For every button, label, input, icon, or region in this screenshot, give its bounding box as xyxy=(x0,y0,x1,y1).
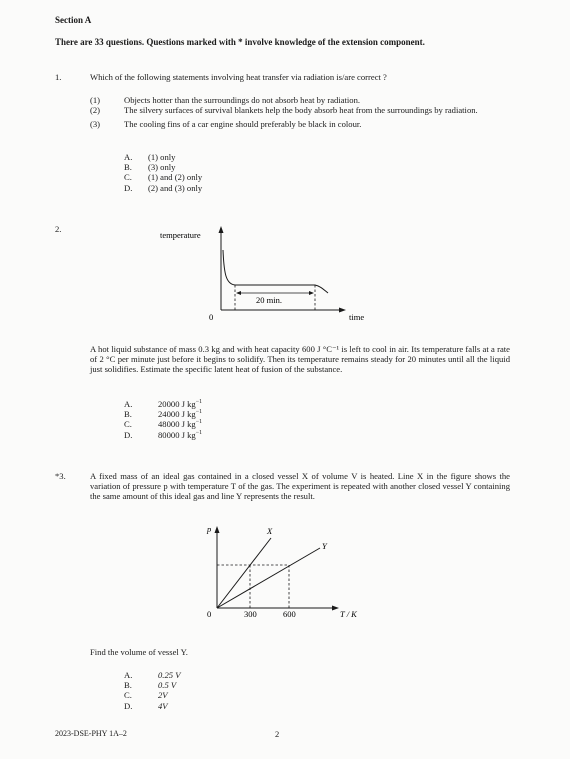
interval-label: 20 min. xyxy=(256,295,282,305)
q1-option-d[interactable] xyxy=(124,183,202,193)
q2-option-d[interactable] xyxy=(124,430,202,440)
q3-number: *3. xyxy=(55,471,66,481)
option-text: (1) and (2) only xyxy=(148,172,203,183)
option-label: A. xyxy=(124,670,133,680)
option-text: (1) only xyxy=(148,152,176,162)
q2-option-c[interactable] xyxy=(124,419,202,429)
statement-text: The silvery surfaces of survival blankets help the body absorb heat from the surroundings by radiation. xyxy=(124,105,478,116)
option-label: B. xyxy=(124,680,132,691)
option-text: 2V xyxy=(158,690,168,701)
q2-stem: A hot liquid substance of mass 0.3 kg and with heat capacity 600 J °C⁻¹ is left to cool in air. Its temperature falls at a rate of 2 °C per minute just before it begins to solidify. Then its temperature remains steady for 20 minutes until all the liquid just solidifies. Estimate the specific latent heat of fusion of the substance. xyxy=(90,344,510,375)
q1-statement-1 xyxy=(90,95,515,105)
q3-stem: A fixed mass of an ideal gas contained in a closed vessel X of volume V is heated. Line X in the figure shows the variation of pressure p with temperature T of the gas. The experiment is repeated with another closed vessel Y containing the same amount of this ideal gas and line Y represents the result. xyxy=(90,471,510,502)
statement-text: The cooling fins of a car engine should preferably be black in colour. xyxy=(124,119,362,130)
paper-code: 2023-DSE-PHY 1A–2 xyxy=(55,729,127,738)
x-axis-label: time xyxy=(349,312,365,322)
option-label: A. xyxy=(124,152,133,162)
y-axis-arrow xyxy=(215,526,220,533)
interval-arrow-left xyxy=(236,291,241,295)
option-text: 4V xyxy=(158,700,168,711)
q1-statement-2 xyxy=(90,105,515,115)
interval-arrow-right xyxy=(309,291,314,295)
option-value: 24000 J kg xyxy=(158,409,196,420)
q3-pressure-temperature-graph xyxy=(195,518,365,628)
option-exponent: −1 xyxy=(195,409,203,416)
statement-label: (3) xyxy=(90,119,101,130)
q1-statement-3 xyxy=(90,119,515,129)
option-text: (3) only xyxy=(148,162,176,173)
q1-number: 1. xyxy=(55,72,62,82)
tick-600: 600 xyxy=(283,609,296,619)
line-y xyxy=(217,548,320,608)
section-title: Section A xyxy=(55,15,92,25)
y-axis-label: p xyxy=(207,524,212,534)
option-exponent: −1 xyxy=(195,419,203,426)
x-axis-label: T / K xyxy=(340,609,357,619)
line-y-label: Y xyxy=(322,541,327,551)
q1-statements xyxy=(90,95,515,130)
option-label: D. xyxy=(124,182,133,193)
option-label: A. xyxy=(124,399,133,409)
statement-text: Objects hotter than the surroundings do not absorb heat by radiation. xyxy=(124,95,361,105)
option-value: 80000 J kg xyxy=(158,429,196,440)
q3-option-b[interactable] xyxy=(124,680,180,690)
x-axis-arrow xyxy=(332,606,339,611)
q2-options xyxy=(124,399,202,440)
q1-stem: Which of the following statements involving heat transfer via radiation is/are correct ? xyxy=(90,72,387,82)
option-text: 0.25 V xyxy=(158,670,181,680)
q1-option-c[interactable] xyxy=(124,172,202,182)
q1-option-a[interactable] xyxy=(124,152,202,162)
option-text: 0.5 V xyxy=(158,680,177,691)
line-x xyxy=(217,538,271,608)
option-label: D. xyxy=(124,700,133,711)
q1-option-b[interactable] xyxy=(124,162,202,172)
option-label: C. xyxy=(124,419,132,430)
option-label: B. xyxy=(124,409,132,420)
q2-number: 2. xyxy=(55,224,62,234)
q3-option-c[interactable] xyxy=(124,690,180,700)
page-number: 2 xyxy=(275,729,280,739)
option-label: D. xyxy=(124,429,133,440)
q1-options xyxy=(124,152,202,193)
q2-cooling-graph xyxy=(150,222,380,326)
q2-option-b[interactable] xyxy=(124,409,202,419)
option-value: 48000 J kg xyxy=(158,419,196,430)
option-exponent: −1 xyxy=(195,399,203,406)
y-axis-arrow xyxy=(219,226,224,233)
tick-300: 300 xyxy=(244,609,257,619)
instructions: There are 33 questions. Questions marked with * involve knowledge of the extension component. xyxy=(55,37,425,47)
y-axis-label: temperature xyxy=(160,230,201,240)
option-exponent: −1 xyxy=(195,429,203,436)
x-axis-arrow xyxy=(339,308,346,313)
q3-question: Find the volume of vessel Y. xyxy=(90,647,188,657)
q3-options xyxy=(124,670,180,711)
option-label: C. xyxy=(124,690,132,701)
origin-label: 0 xyxy=(207,609,212,619)
statement-label: (1) xyxy=(90,95,101,105)
line-x-label: X xyxy=(267,526,273,536)
cooling-curve xyxy=(223,250,328,293)
origin-label: 0 xyxy=(209,312,214,322)
statement-label: (2) xyxy=(90,105,101,116)
q3-option-a[interactable] xyxy=(124,670,180,680)
q3-option-d[interactable] xyxy=(124,701,180,711)
option-label: C. xyxy=(124,172,132,183)
option-text: (2) and (3) only xyxy=(148,182,203,193)
q2-option-a[interactable] xyxy=(124,399,202,409)
option-value: 20000 J kg xyxy=(158,399,196,409)
option-label: B. xyxy=(124,162,132,173)
